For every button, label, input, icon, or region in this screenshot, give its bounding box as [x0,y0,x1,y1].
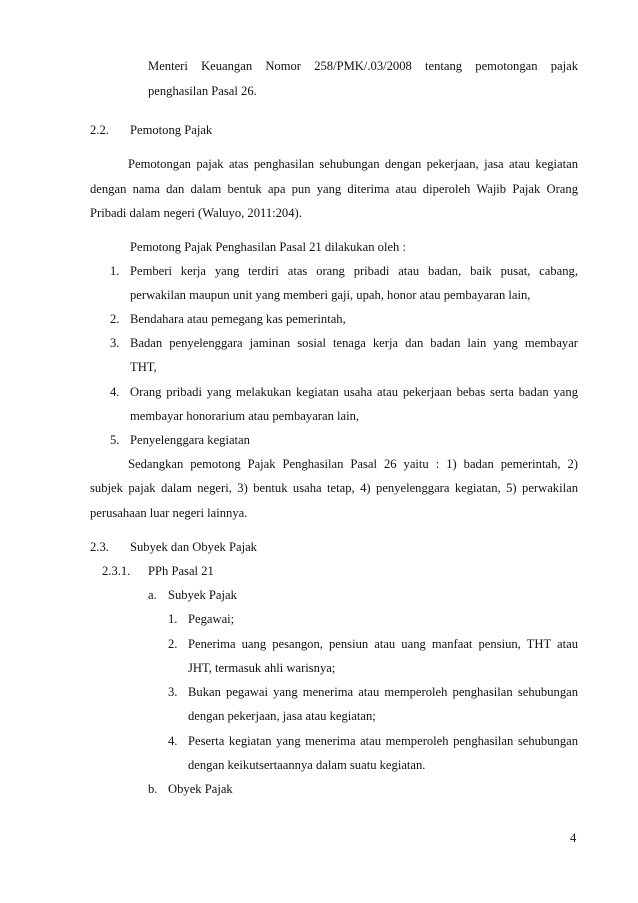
intro-line: penghasilan Pasal 26. [148,84,257,98]
list-item-line: Penerima uang pesangon, pensiun atau uang manfaat pensiun, THT atau [188,637,578,651]
list-number: 1. [168,612,178,626]
list-item-line: JHT, termasuk ahli warisnya; [188,661,336,675]
list-item-line: Orang pribadi yang melakukan kegiatan usaha atau pekerjaan bebas serta badan yang [130,385,578,399]
list-number: 1. [110,264,120,278]
list-item-line: Bukan pegawai yang menerima atau memperoleh penghasilan sehubungan [188,685,578,699]
list-item-line: Badan penyelenggara jaminan sosial tenaga kerja dan badan lain yang membayar [130,336,578,350]
sub-list-label: a. [148,588,157,602]
subsection-title: PPh Pasal 21 [148,564,214,578]
list-item-line: Penyelenggara kegiatan [130,433,250,447]
paragraph-line: Pemotongan pajak atas penghasilan sehubungan dengan pekerjaan, jasa atau kegiatan [128,157,578,171]
list-item-line: Pegawai; [188,612,235,626]
section-number: 2.3. [90,540,109,554]
list-number: 2. [168,637,178,651]
sub-list-title: Obyek Pajak [168,782,233,796]
sub-list-label: b. [148,782,158,796]
list-item-line: THT, [130,360,157,374]
list-intro: Pemotong Pajak Penghasilan Pasal 21 dilakukan oleh : [130,240,406,254]
paragraph-line: Pribadi dalam negeri (Waluyo, 2011:204). [90,206,302,220]
section-title: Pemotong Pajak [130,123,213,137]
intro-line: Menteri Keuangan Nomor 258/PMK/.03/2008 tentang pemotongan pajak [148,59,578,73]
paragraph-line: Sedangkan pemotong Pajak Penghasilan Pasal 26 yaitu : 1) badan pemerintah, 2) [128,457,578,471]
list-item-line: Peserta kegiatan yang menerima atau memperoleh penghasilan sehubungan [188,734,578,748]
paragraph-line: subjek pajak dalam negeri, 3) bentuk usaha tetap, 4) penyelenggara kegiatan, 5) perwakilan [90,481,578,495]
list-number: 5. [110,433,120,447]
section-title: Subyek dan Obyek Pajak [130,540,257,554]
list-item-line: perwakilan maupun unit yang memberi gaji, upah, honor atau pembayaran lain, [130,288,531,302]
list-number: 4. [168,734,178,748]
list-number: 2. [110,312,120,326]
list-item-line: dengan keikutsertaannya dalam suatu kegiatan. [188,758,426,772]
paragraph-line: dengan nama dan dalam bentuk apa pun yang diterima atau diperoleh Wajib Pajak Orang [90,182,578,196]
list-item-line: membayar honorarium atau pembayaran lain, [130,409,360,423]
list-item-line: Pemberi kerja yang terdiri atas orang pribadi atau badan, baik pusat, cabang, [130,264,578,278]
list-item-line: dengan pekerjaan, jasa atau kegiatan; [188,709,376,723]
page-number: 4 [570,831,577,845]
section-number: 2.2. [90,123,109,137]
subsection-number: 2.3.1. [102,564,131,578]
paragraph-line: perusahaan luar negeri lainnya. [90,506,248,520]
list-number: 3. [168,685,178,699]
sub-list-title: Subyek Pajak [168,588,237,602]
list-number: 4. [110,385,120,399]
list-item-line: Bendahara atau pemegang kas pemerintah, [130,312,346,326]
list-number: 3. [110,336,120,350]
